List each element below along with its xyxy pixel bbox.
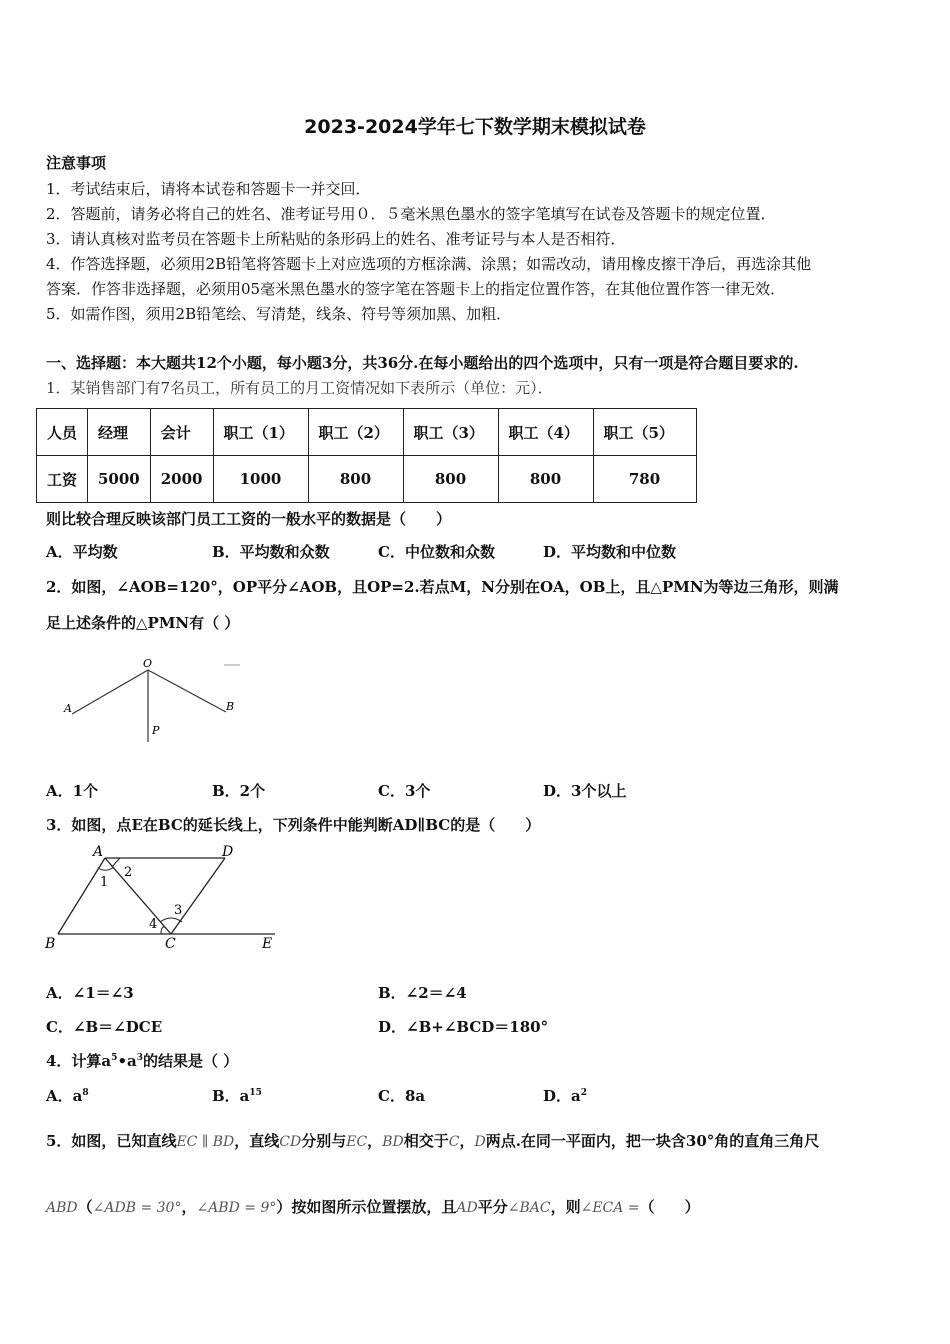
- table-header: 人员: [37, 409, 88, 456]
- table-cell: 800: [403, 456, 498, 503]
- wage-table: [36, 408, 697, 503]
- q5-text: 相交于: [403, 1132, 449, 1150]
- table-header: 经理: [88, 409, 151, 456]
- q5-text: 平分: [477, 1198, 508, 1216]
- q1-option-b: B．平均数和众数: [212, 543, 330, 561]
- q5-math: EC ∥ BD: [176, 1134, 235, 1150]
- q5-math: ∠ADB = 30°: [92, 1200, 182, 1216]
- q2-option-d: D．3个以上: [543, 782, 627, 800]
- table-header: 职工（5）: [593, 409, 696, 456]
- q1-option-c: C．中位数和众数: [378, 543, 495, 561]
- q5-math: D: [474, 1134, 486, 1150]
- section-heading: 一、选择题：本大题共12个小题，每小题3分，共36分.在每小题给出的四个选项中，只有一项是符合题目要求的.: [46, 354, 799, 372]
- table-header: 职工（3）: [403, 409, 498, 456]
- q3-option-c: C．∠B＝∠DCE: [46, 1018, 163, 1036]
- q5-text: ，: [367, 1132, 383, 1150]
- table-header: 会计: [150, 409, 213, 456]
- q2-label-b: B: [226, 700, 235, 713]
- q4-option-d-exp: 2: [580, 1088, 587, 1098]
- q2-stem-cont: 足上述条件的△PMN有（ ）: [46, 614, 240, 632]
- q5-math: ∠BAC: [507, 1200, 551, 1216]
- q3-figure: [40, 840, 290, 955]
- q3-option-a: A．∠1＝∠3: [46, 984, 134, 1002]
- q3-label-d: D: [222, 844, 234, 860]
- q3-option-b: B．∠2＝∠4: [378, 984, 467, 1002]
- q5-text: ，直线: [234, 1132, 280, 1150]
- q2-option-c: C．3个: [378, 782, 431, 800]
- q5-math: EC: [346, 1134, 368, 1150]
- q2-label-o: O: [143, 657, 153, 670]
- q3-label-c: C: [165, 936, 176, 952]
- q5-math: CD: [279, 1134, 302, 1150]
- q5-text: 分别与: [301, 1132, 347, 1150]
- q3-angle-4: 4: [149, 917, 158, 932]
- q4-option-d: [543, 1085, 587, 1106]
- q3-label-e: E: [262, 936, 273, 952]
- table-row: [37, 456, 697, 503]
- q2-label-p: P: [152, 724, 160, 737]
- table-cell: 800: [308, 456, 403, 503]
- q4-stem-pre: 4．计算a: [46, 1052, 112, 1070]
- q1-stem: 1．某销售部门有7名员工，所有员工的月工资情况如下表所示（单位：元）．: [46, 379, 553, 397]
- page-title: 2023-2024学年七下数学期末模拟试卷: [304, 116, 646, 138]
- q2-stem: 2．如图，∠AOB=120°，OP平分∠AOB，且OP=2.若点M，N分别在OA，OB上，且△PMN为等边三角形，则满: [46, 578, 839, 596]
- q3-angle-2: 2: [124, 865, 133, 880]
- table-header: 职工（2）: [308, 409, 403, 456]
- q3-angle-3: 3: [174, 903, 183, 918]
- q5-text: （: [77, 1198, 93, 1216]
- q4-stem: [46, 1050, 238, 1071]
- q3-option-d: D．∠B+∠BCD＝180°: [378, 1018, 549, 1036]
- q4-stem-post: 的结果是（ ）: [143, 1052, 239, 1070]
- q4-option-b-exp: 15: [249, 1088, 262, 1098]
- q2-option-a: A．1个: [46, 782, 99, 800]
- note-item: 答案．作答非选择题，必须用05毫米黑色墨水的签字笔在答题卡上的指定位置作答，在其他位置作答一律无效．: [46, 280, 786, 298]
- q4-option-a-base: A．a: [46, 1087, 83, 1105]
- q5-math: C: [448, 1134, 460, 1150]
- q4-exp2: 3: [136, 1053, 144, 1063]
- q5-text: 两点.在同一平面内，把一块含30°角的直角三角尺: [485, 1132, 820, 1150]
- q4-option-d-base: D．a: [543, 1087, 581, 1105]
- q1-option-d: D．平均数和中位数: [543, 543, 677, 561]
- q3-label-b: B: [45, 936, 56, 952]
- q5-line2: [46, 1196, 700, 1217]
- table-cell: 1000: [213, 456, 308, 503]
- q1-option-a: A．平均数: [46, 543, 118, 561]
- q5-text: ）按如图所示位置摆放，且: [276, 1198, 457, 1216]
- q4-option-b: [212, 1085, 262, 1106]
- note-item: 4．作答选择题，必须用2B铅笔将答题卡上对应选项的方框涂满、涂黑；如需改动，请用橡皮擦干净后，再选涂其他: [46, 255, 812, 273]
- q5-math: ∠ECA =: [580, 1200, 640, 1216]
- q5-math: AD: [456, 1200, 478, 1216]
- notes-heading: 注意事项: [46, 154, 107, 172]
- q5-math: BD: [382, 1134, 404, 1150]
- note-item: 5．如需作图，须用2B铅笔绘、写清楚，线条、符号等须加黑、加粗．: [46, 305, 512, 323]
- q5-text: ，: [459, 1132, 475, 1150]
- q5-text: （ ）: [639, 1198, 700, 1216]
- table-header: 职工（1）: [213, 409, 308, 456]
- q4-option-a: [46, 1085, 89, 1106]
- q4-option-c: [378, 1085, 425, 1106]
- q5-line1: [46, 1130, 819, 1151]
- q4-stem-mid: •a: [117, 1052, 137, 1070]
- table-header: 职工（4）: [498, 409, 593, 456]
- q4-option-c-base: C．8a: [378, 1087, 426, 1105]
- note-item: 2．答题前，请务必将自己的姓名、准考证号用０．５毫米黑色墨水的签字笔填写在试卷及答题卡的规定位置．: [46, 205, 776, 223]
- q3-angle-1: 1: [100, 875, 109, 890]
- q4-option-a-exp: 8: [82, 1088, 89, 1098]
- q5-math: ∠ABD = 9°: [196, 1200, 277, 1216]
- q3-stem: 3．如图，点E在BC的延长线上，下列条件中能判断AD∥BC的是（ ）: [46, 816, 541, 834]
- q2-figure: [56, 652, 256, 752]
- q2-option-b: B．2个: [212, 782, 266, 800]
- q5-text: ，则: [550, 1198, 581, 1216]
- table-row: [37, 409, 697, 456]
- q5-text: 5．如图，已知直线: [46, 1132, 177, 1150]
- q4-exp1: 5: [111, 1053, 118, 1063]
- table-cell: 780: [593, 456, 696, 503]
- q4-option-b-base: B．a: [212, 1087, 250, 1105]
- table-cell: 5000: [88, 456, 151, 503]
- q2-label-a: A: [64, 702, 72, 715]
- table-row-label: 工资: [37, 456, 88, 503]
- q5-text: ，: [181, 1198, 197, 1216]
- note-item: 3．请认真核对监考员在答题卡上所粘贴的条形码上的姓名、准考证号与本人是否相符．: [46, 230, 626, 248]
- table-cell: 800: [498, 456, 593, 503]
- q5-math: ABD: [46, 1200, 78, 1216]
- table-cell: 2000: [150, 456, 213, 503]
- q1-question: 则比较合理反映该部门员工工资的一般水平的数据是（ ）: [46, 510, 452, 528]
- q3-label-a: A: [93, 844, 104, 860]
- note-item: 1．考试结束后，请将本试卷和答题卡一并交回．: [46, 180, 371, 198]
